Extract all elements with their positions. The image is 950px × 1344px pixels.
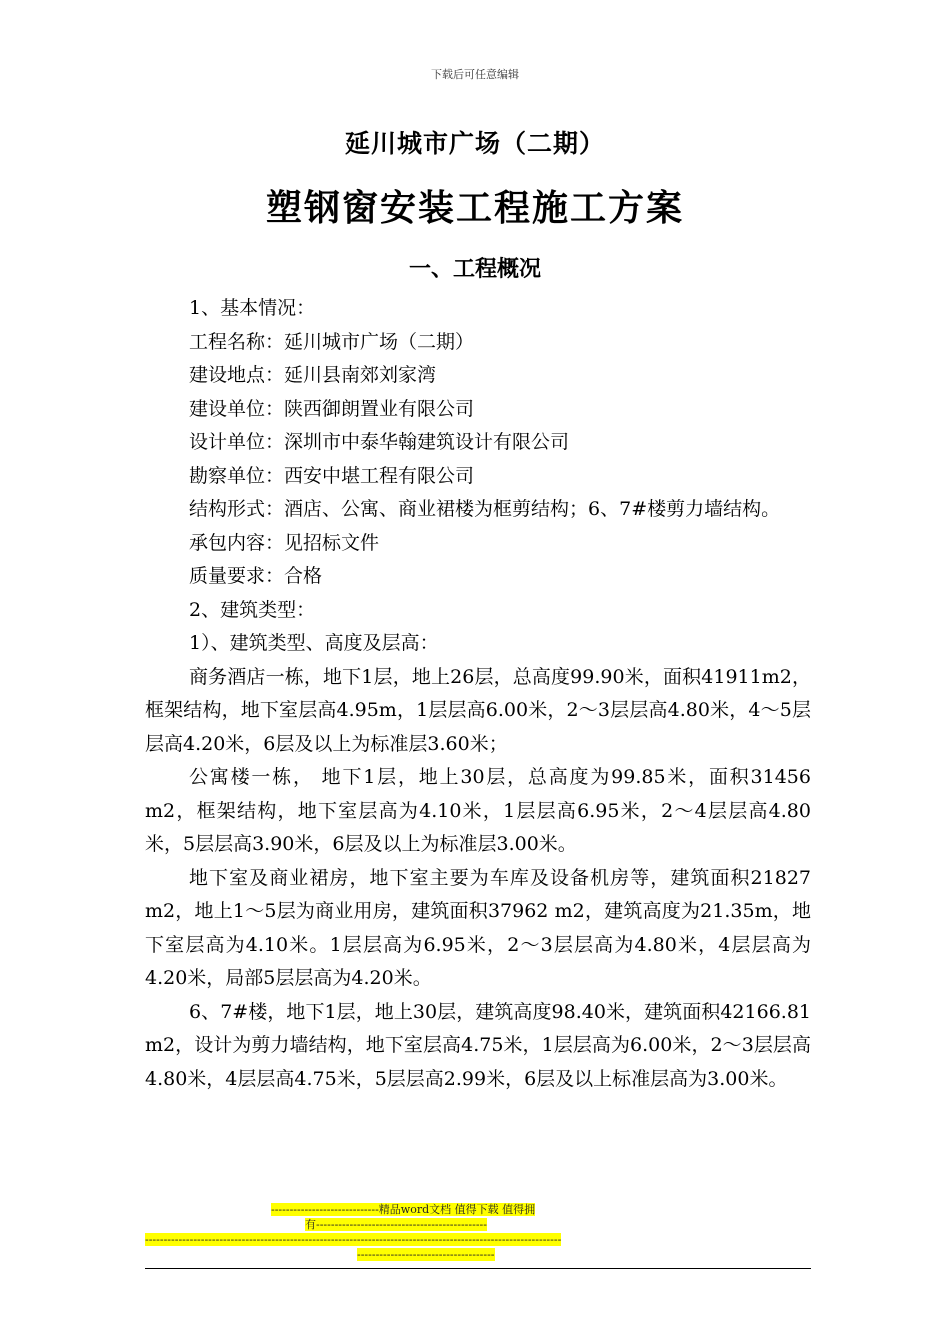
field-value: 延川县南郊刘家湾 [284, 364, 437, 386]
basic-info-heading: 1、基本情况： [189, 297, 316, 319]
field-value: 合格 [284, 565, 323, 587]
field-value: 酒店、公寓、商业裙楼为框剪结构；6、7#楼剪力墙结构。 [284, 498, 781, 520]
paragraph-basement-commercial: 地下室及商业裙房，地下室主要为车库及设备机房等，建筑面积21827 m2，地上1～5层为商业用房，建筑面积37962 m2，建筑高度为21.35m，地下室层高为4.10米。1层层高为6.95米，2～3层层高为4.80米，4层层高为4.20米，局部5层层高为4.20米。 [145, 866, 811, 989]
footer-line-4: ------------------------------------- [357, 1248, 495, 1261]
footer-line-1: -----------------------------精品word文档 值得下载 值得拥 [271, 1203, 536, 1216]
field-value: 深圳市中泰华翰建筑设计有限公司 [284, 431, 570, 453]
field-label: 设计单位： [189, 431, 285, 453]
project-title: 延川城市广场（二期） [344, 129, 605, 158]
footer-line-3: ---------------------------------------------------------------------------------------------------------------- [145, 1233, 562, 1246]
building-type-heading: 2、建筑类型： [189, 598, 316, 621]
document-body [145, 292, 811, 1096]
field-structure [145, 493, 811, 527]
field-value: 西安中堪工程有限公司 [284, 464, 475, 487]
document-title: 塑钢窗安装工程施工方案 [265, 187, 684, 229]
page-header: 下载后可任意编辑 [431, 68, 519, 81]
field-owner [145, 393, 811, 427]
field-label: 建设单位： [189, 397, 285, 420]
field-quality [145, 560, 811, 594]
field-label: 工程名称： [189, 330, 285, 353]
field-label: 勘察单位： [189, 464, 285, 487]
field-value: 延川城市广场（二期） [284, 330, 475, 353]
field-label: 质量要求： [189, 565, 285, 587]
field-label: 承包内容： [189, 531, 285, 554]
page-footer [145, 1202, 811, 1262]
field-label: 结构形式： [189, 498, 285, 520]
field-location [145, 359, 811, 393]
field-value: 陕西御朗置业有限公司 [284, 397, 475, 420]
footer-line-2: 有---------------------------------------------- [305, 1218, 487, 1231]
field-project-name [145, 326, 811, 360]
field-value: 见招标文件 [284, 531, 380, 554]
field-label: 建设地点： [189, 364, 285, 386]
paragraph-hotel: 商务酒店一栋，地下1层，地上26层，总高度99.90米，面积41911m2，框架结构，地下室层高4.95m，1层层高6.00米，2～3层层高4.80米，4～5层层高4.20米，6层及以上为标准层3.60米； [145, 665, 811, 755]
paragraph-apartment: 公寓楼一栋， 地下1层，地上30层，总高度为99.85米，面积31456 m2，框架结构，地下室层高为4.10米，1层层高6.95米，2～4层层高4.80米，5层层高3.90米，6层及以上为标准层3.00米。 [145, 766, 811, 855]
section-heading-overview: 一、工程概况 [408, 256, 541, 282]
paragraph-building-6-7: 6、7#楼，地下1层，地上30层，建筑高度98.40米，建筑面积42166.81 m2，设计为剪力墙结构，地下室层高4.75米，1层层高为6.00米，2～3层层高4.80米，4层层高4.75米，5层层高2.99米，6层及以上标准层高为3.00米。 [145, 1000, 811, 1090]
building-subheading: 1）、建筑类型、高度及层高： [189, 632, 439, 654]
field-scope [145, 527, 811, 561]
field-surveyor [145, 460, 811, 494]
field-designer [145, 426, 811, 460]
footer-divider [145, 1268, 811, 1269]
